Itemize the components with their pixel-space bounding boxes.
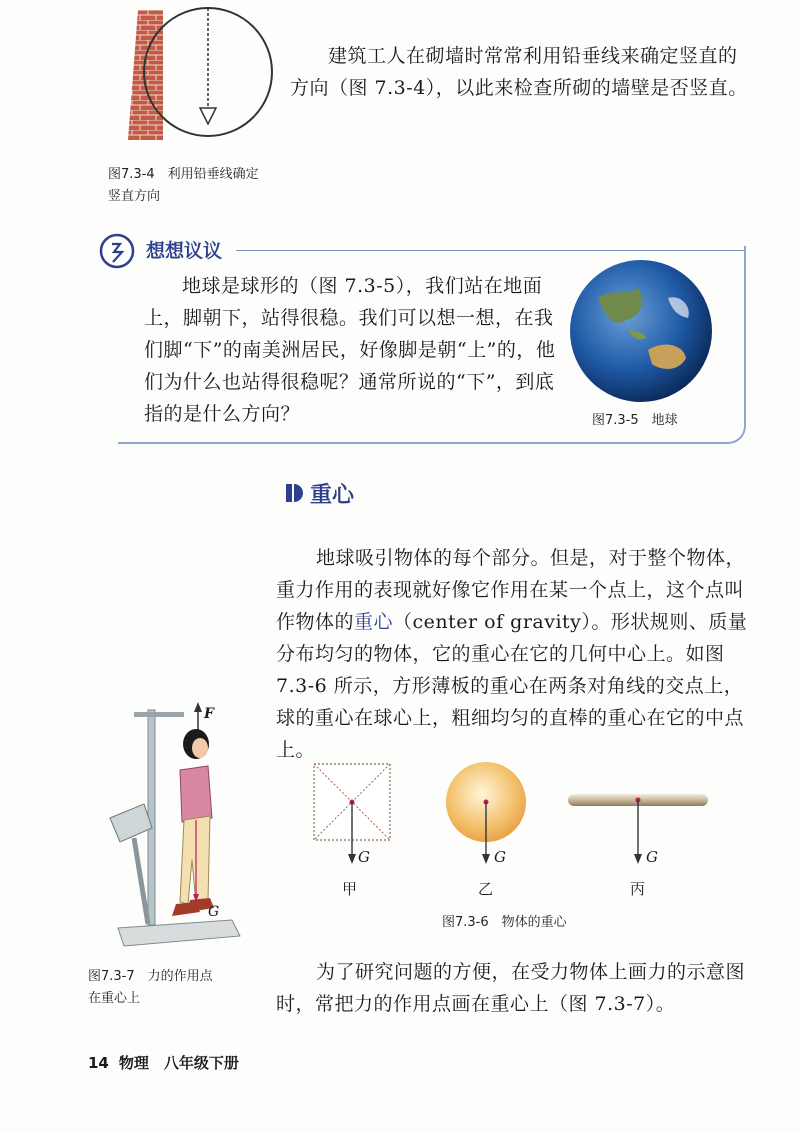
- label-bing: 丙: [630, 880, 646, 898]
- plumb-line-figure: [108, 0, 278, 150]
- think-discuss-text: 地球是球形的（图 7.3-5），我们站在地面上，脚朝下，站得很稳。我们可以想一想，在我们脚“下”的南美洲居民，好像脚是朝“上”的，他们为什么也站得很稳呢？通常所说的“下”，到底指的是什么方向？: [144, 275, 556, 425]
- think-discuss-rule: [236, 250, 744, 251]
- ball: [446, 762, 526, 864]
- square-plate: [314, 764, 390, 864]
- plumb-line-paragraph: 建筑工人在砌墙时常常利用铅垂线来确定竖直的方向（图 7.3-4），以此来检查所砌的墙壁是否竖直。: [290, 45, 748, 99]
- earth-image: [568, 258, 714, 404]
- fig-7-3-7-caption: [88, 966, 268, 1010]
- section-title: 重心: [310, 483, 355, 508]
- force-label-g-3: G: [646, 848, 658, 866]
- rod: [568, 794, 708, 864]
- term-center-of-gravity: 重心: [354, 611, 394, 633]
- person-on-scale-figure: [100, 700, 250, 950]
- section-marker-icon-arc: [294, 484, 303, 502]
- force-label-g-person: G: [208, 904, 220, 920]
- fig-7-3-7-caption-line2: 在重心上: [88, 991, 141, 1006]
- label-jia: 甲: [342, 880, 358, 898]
- paragraph-prefix: 地球吸引物体的每个部分。但是，对于整个物体，重力作用的表现就好像它作用在某一个点上，这个点叫作物体的: [276, 547, 746, 633]
- page-number: 14: [88, 1054, 109, 1072]
- paragraph-suffix: （center of gravity）。形状规则、质量分布均匀的物体，它的重心在它的几何中心上。如图 7.3-6 所示，方形薄板的重心在两条对角线的交点上，球的重心在球心上，粗细均匀的直棒的重心在它的中点上。: [276, 611, 748, 761]
- think-discuss-title: 想想议议: [146, 240, 223, 262]
- force-label-f: F: [204, 706, 214, 722]
- earth-caption: 图7.3-5 地球: [592, 413, 678, 428]
- book-title: 物理 八年级下册: [118, 1054, 239, 1072]
- fig-7-3-4-caption-line2: 竖直方向: [108, 189, 161, 204]
- center-of-gravity-paragraph: [276, 542, 754, 766]
- force-diagram-paragraph: 为了研究问题的方便，在受力物体上画力的示意图时，常把力的作用点画在重心上（图 7.3-7）。: [276, 961, 746, 1015]
- footer: [88, 1052, 239, 1073]
- fig-7-3-4-caption-line1: 图7.3-4 利用铅垂线确定: [108, 167, 259, 182]
- think-bulb-icon: [98, 232, 136, 270]
- force-label-g-2: G: [494, 848, 506, 866]
- fig-7-3-4-caption: [108, 164, 308, 208]
- fig-7-3-6-caption: 图7.3-6 物体的重心: [442, 915, 567, 930]
- section-marker-icon: [286, 484, 292, 502]
- label-yi: 乙: [478, 880, 494, 898]
- force-label-g-1: G: [358, 848, 370, 866]
- fig-7-3-7-caption-line1: 图7.3-7 力的作用点: [88, 969, 213, 984]
